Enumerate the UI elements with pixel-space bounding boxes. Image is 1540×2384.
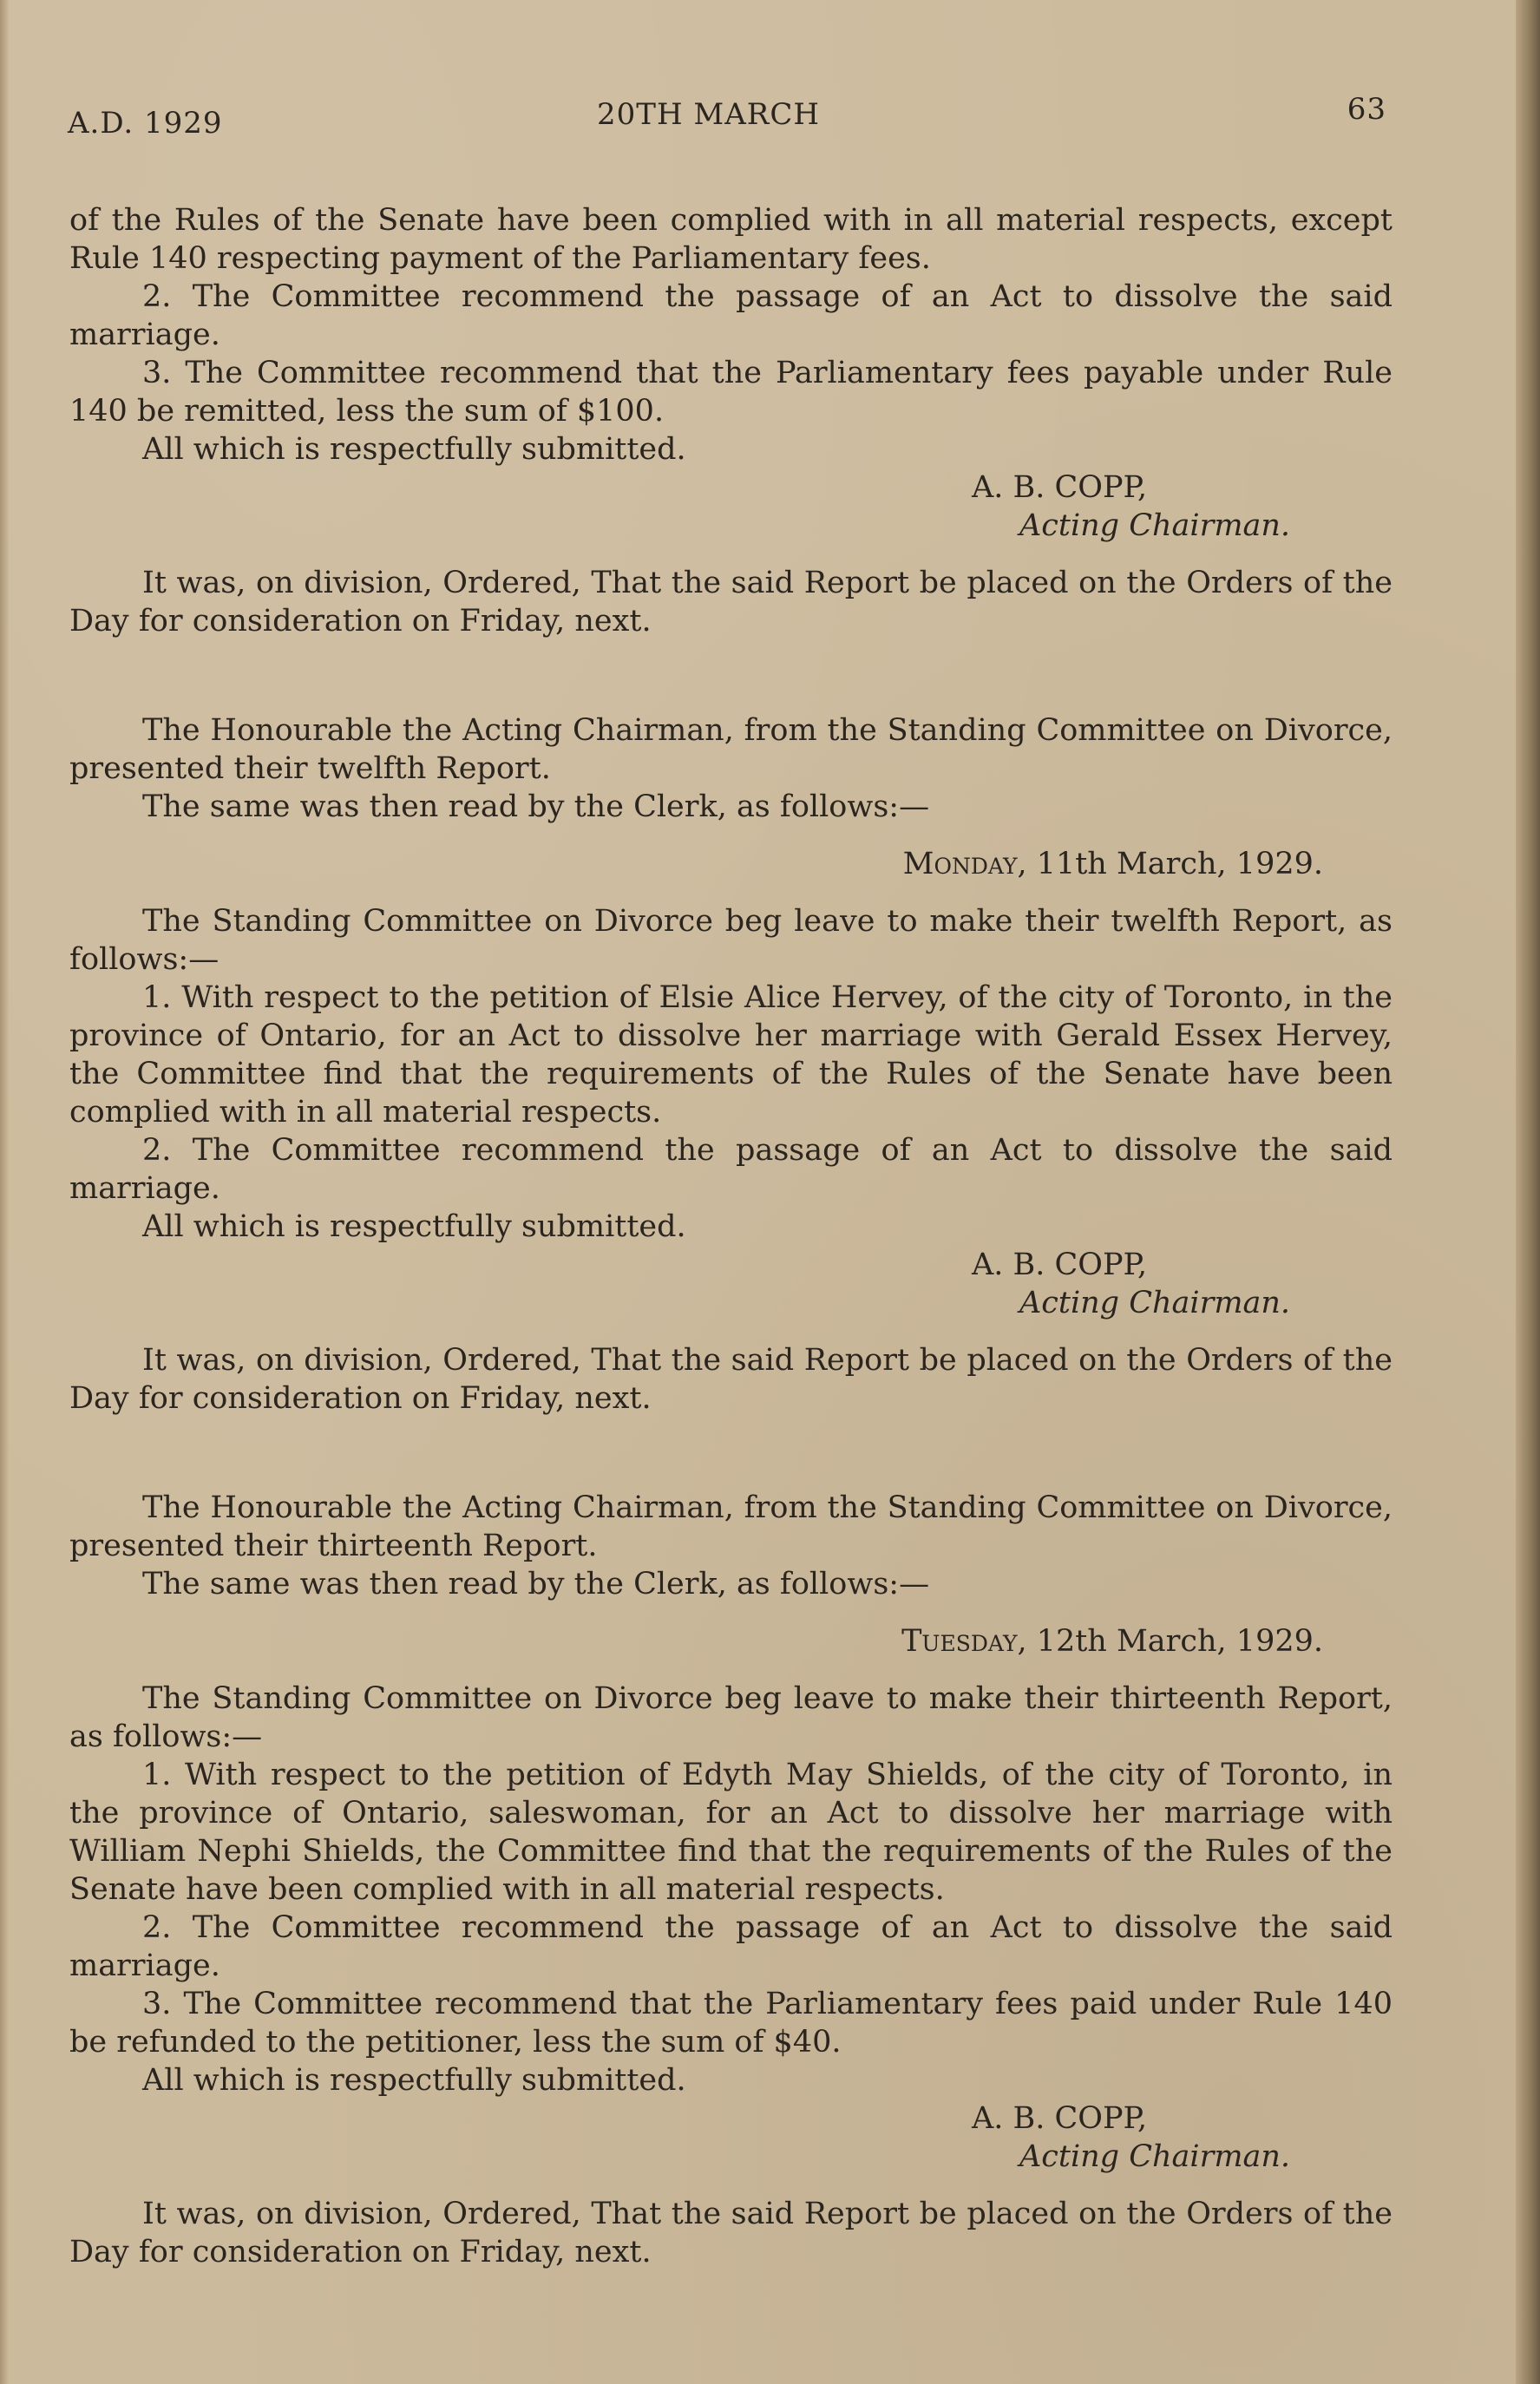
section2-preamble: The Standing Committee on Divorce beg leave to make their twelfth Report, as follows:— bbox=[69, 904, 1393, 977]
section3-signature-title: Acting Chairman. bbox=[1019, 2139, 1291, 2174]
section2-read: The same was then read by the Clerk, as follows:— bbox=[142, 789, 930, 824]
running-head bbox=[68, 92, 1386, 141]
section3-date-rest: , 12th March, 1929. bbox=[1017, 1624, 1323, 1659]
section2-order: It was, on division, Ordered, That the said Report be placed on the Orders of the Day for consideration on Friday, next. bbox=[69, 1343, 1393, 1416]
section3-item-1: 1. With respect to the petition of Edyth May Shields, of the city of Toronto, in the province of Ontario, saleswoman, for an Act to dissolve her marriage with William Nephi Shields, the Committee find that the requirements of the Rules of the Senate have been complied with in all material respects. bbox=[69, 1758, 1393, 1907]
section3-signature: A. B. COPP, bbox=[972, 2101, 1148, 2136]
section3-intro: The Honourable the Acting Chairman, from the Standing Committee on Divorce, presented their thirteenth Report. bbox=[69, 1490, 1393, 1563]
section2-signature-title: Acting Chairman. bbox=[1019, 1286, 1291, 1320]
section2-item-1: 1. With respect to the petition of Elsie Alice Hervey, of the city of Toronto, in the province of Ontario, for an Act to dissolve her marriage with Gerald Essex Hervey, the Committee find that the requirements of the Rules of the Senate have been complied with in all material respects. bbox=[69, 980, 1393, 1130]
section3-item-2: 2. The Committee recommend the passage of an Act to dissolve the said marriage. bbox=[69, 1910, 1393, 1983]
section1-signature-title: Acting Chairman. bbox=[1019, 508, 1291, 543]
section1-continuation: of the Rules of the Senate have been complied with in all material respects, except Rule 140 respecting payment of the Parliamentary fees. bbox=[69, 203, 1393, 276]
section3-order: It was, on division, Ordered, That the said Report be placed on the Orders of the Day for consideration on Friday, next. bbox=[69, 2197, 1393, 2269]
section1-item-2: 2. The Committee recommend the passage of an Act to dissolve the said marriage. bbox=[69, 279, 1393, 352]
page-number: 63 bbox=[1347, 92, 1386, 127]
section2-date-rest: , 11th March, 1929. bbox=[1017, 847, 1323, 881]
section3-read: The same was then read by the Clerk, as follows:— bbox=[142, 1567, 930, 1601]
header-date: 20TH MARCH bbox=[597, 97, 821, 132]
page-binding-edge bbox=[1516, 0, 1540, 2384]
section2-item-2: 2. The Committee recommend the passage of an Act to dissolve the said marriage. bbox=[69, 1133, 1393, 1206]
section2-signature: A. B. COPP, bbox=[972, 1248, 1148, 1282]
section3-date bbox=[69, 1622, 1393, 1660]
section1-item-3: 3. The Committee recommend that the Parliamentary fees payable under Rule 140 be remitted, less the sum of $100. bbox=[69, 356, 1393, 429]
section3-item-3: 3. The Committee recommend that the Parliamentary fees paid under Rule 140 be refunded to the petitioner, less the sum of $40. bbox=[69, 1987, 1393, 2060]
section3-date-day: Tuesday bbox=[901, 1624, 1018, 1659]
section1-submitted: All which is respectfully submitted. bbox=[142, 432, 686, 467]
page-left-edge bbox=[0, 0, 9, 2384]
section2-intro: The Honourable the Acting Chairman, from the Standing Committee on Divorce, presented their twelfth Report. bbox=[69, 713, 1393, 786]
section1-signature: A. B. COPP, bbox=[972, 470, 1148, 505]
section1-order: It was, on division, Ordered, That the said Report be placed on the Orders of the Day for consideration on Friday, next. bbox=[69, 566, 1393, 639]
page-body bbox=[69, 201, 1393, 2271]
header-year: A.D. 1929 bbox=[68, 106, 223, 141]
section2-date-day: Monday bbox=[902, 847, 1018, 881]
section2-date bbox=[69, 845, 1393, 883]
section3-preamble: The Standing Committee on Divorce beg leave to make their thirteenth Report, as follows:— bbox=[69, 1681, 1393, 1754]
section3-submitted: All which is respectfully submitted. bbox=[142, 2063, 686, 2098]
section2-submitted: All which is respectfully submitted. bbox=[142, 1209, 686, 1244]
